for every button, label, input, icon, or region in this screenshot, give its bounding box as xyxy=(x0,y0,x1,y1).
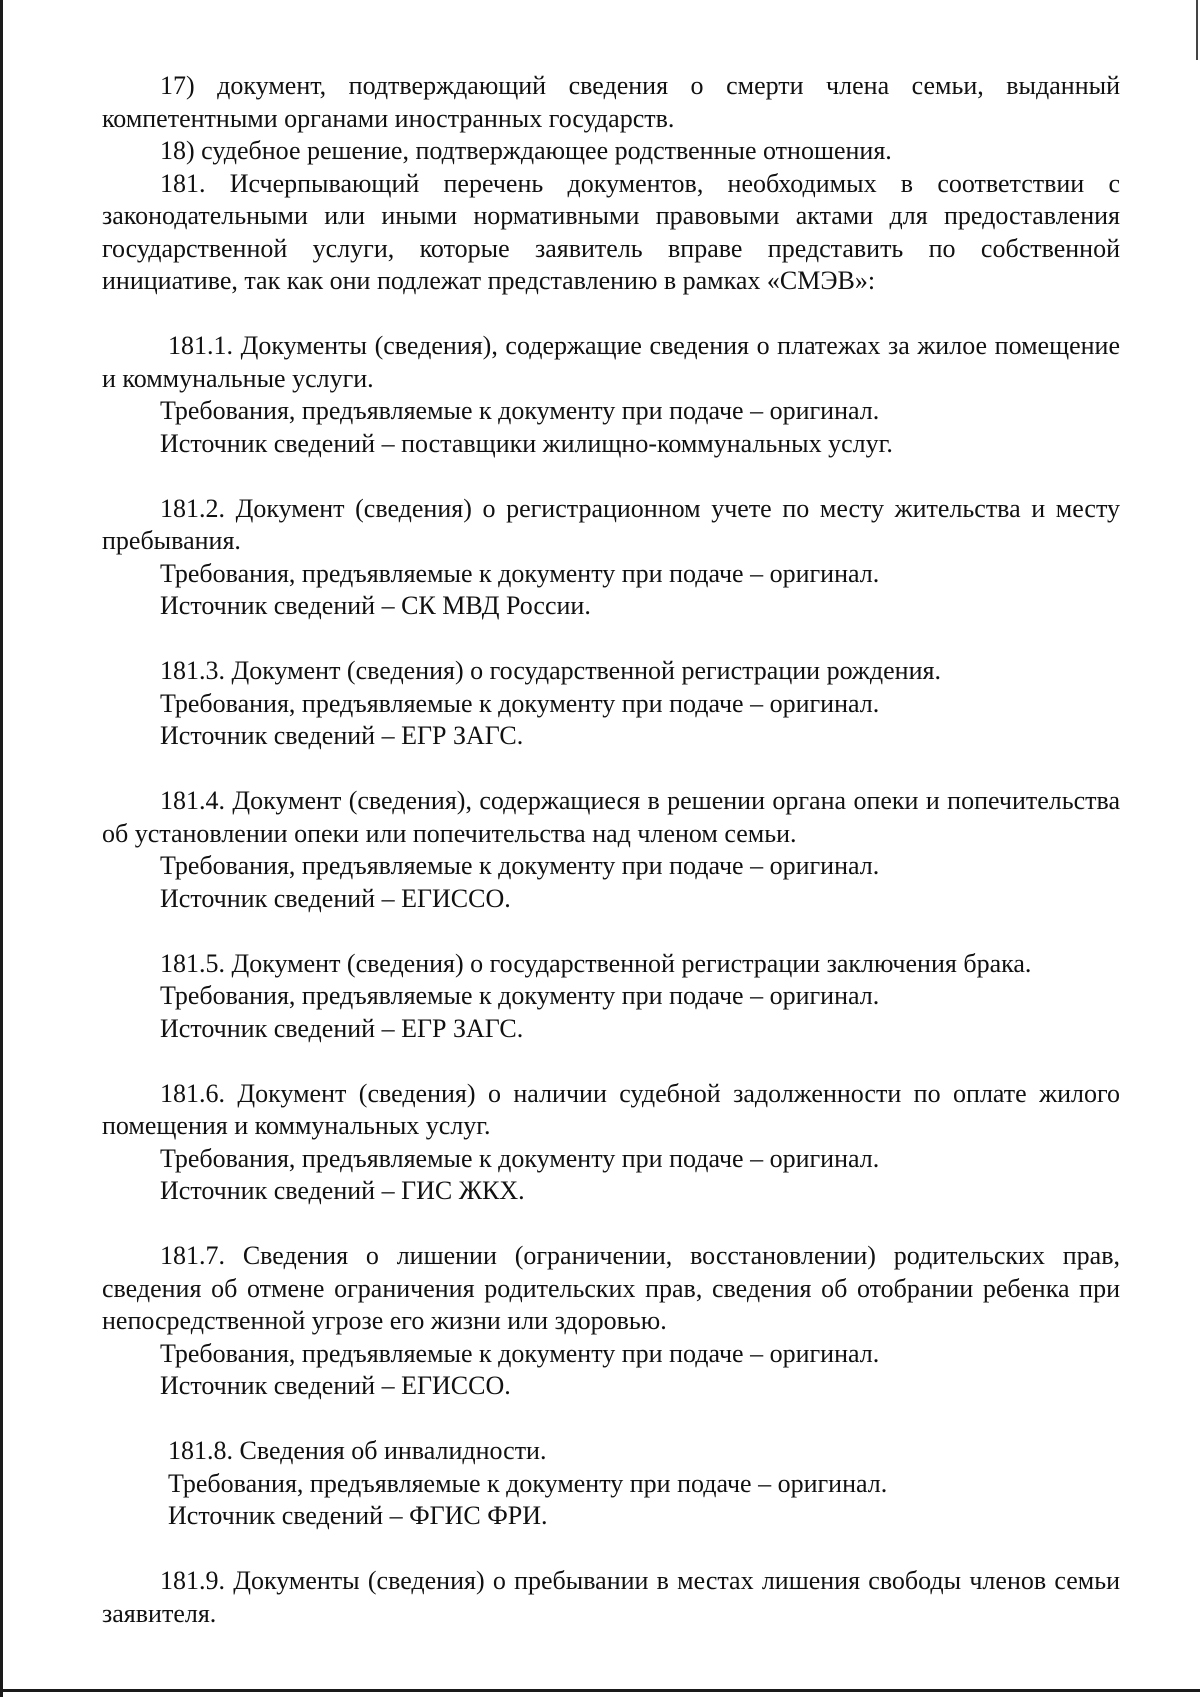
section-title: 181.3. Документ (сведения) о государственной регистрации рождения. xyxy=(160,656,941,685)
section-181-8 xyxy=(102,1435,1120,1533)
spacer xyxy=(102,1533,1120,1566)
section-source: Источник сведений – ЕГИССО. xyxy=(160,1371,511,1400)
section-requirements: Требования, предъявляемые к документу при подаче – оригинал. xyxy=(160,1143,880,1173)
section-181-9 xyxy=(102,1565,1120,1630)
spacer xyxy=(102,623,1120,656)
document-page xyxy=(102,70,1120,1630)
section-source: Источник сведений – поставщики жилищно-коммунальных услуг. xyxy=(160,428,893,458)
section-181-3 xyxy=(102,655,1120,753)
section-181-6 xyxy=(102,1078,1120,1208)
section-requirements: Требования, предъявляемые к документу при подаче – оригинал. xyxy=(160,851,880,880)
section-title: 181.9. Документы (сведения) о пребывании в местах лишения свободы членов семьи заявителя. xyxy=(102,1566,1120,1628)
section-source: Источник сведений – СК МВД России. xyxy=(160,591,591,620)
spacer xyxy=(102,753,1120,786)
item-17: 17) документ, подтверждающий сведения о смерти члена семьи, выданный компетентными органами иностранных государств. xyxy=(102,71,1120,133)
spacer xyxy=(102,915,1120,948)
section-source: Источник сведений – ГИС ЖКХ. xyxy=(160,1176,525,1205)
scan-border-left xyxy=(0,0,3,1697)
section-title: 181.2. Документ (сведения) о регистрационном учете по месту жительства и месту пребывания. xyxy=(102,493,1120,555)
section-source: Источник сведений – ЕГИССО. xyxy=(160,883,511,913)
section-181-4 xyxy=(102,785,1120,915)
scan-border-right xyxy=(1196,0,1198,60)
spacer xyxy=(102,1208,1120,1241)
section-title: 181.4. Документ (сведения), содержащиеся в решении органа опеки и попечительства об установлении опеки или попечительства над членом семьи. xyxy=(102,786,1120,848)
section-requirements: Требования, предъявляемые к документу при подаче – оригинал. xyxy=(160,1338,880,1368)
section-title: 181.1. Документы (сведения), содержащие сведения о платежах за жилое помещение и коммунальные услуги. xyxy=(102,331,1120,393)
section-181-7 xyxy=(102,1240,1120,1403)
section-source: Источник сведений – ЕГР ЗАГС. xyxy=(160,721,524,750)
section-source: Источник сведений – ФГИС ФРИ. xyxy=(168,1501,548,1530)
spacer xyxy=(102,298,1120,331)
scan-border-bottom xyxy=(0,1689,1200,1692)
item-181: 181. Исчерпывающий перечень документов, необходимых в соответствии с законодательными или иными нормативными правовыми актами для предоставления государственной услуги, которые заявитель вправе представить по собственной инициативе, так как они подлежат представлению в рамках «СМЭВ»: xyxy=(102,168,1120,295)
section-requirements: Требования, предъявляемые к документу при подаче – оригинал. xyxy=(160,981,880,1010)
section-181-5 xyxy=(102,948,1120,1046)
spacer xyxy=(102,1045,1120,1078)
section-title: 181.7. Сведения о лишении (ограничении, восстановлении) родительских прав, сведения об отмене ограничения родительских прав, сведения об отобрании ребенка при непосредственной угрозе его жизни или здоровью. xyxy=(102,1241,1120,1335)
section-title: 181.5. Документ (сведения) о государственной регистрации заключения брака. xyxy=(160,948,1032,978)
section-requirements: Требования, предъявляемые к документу при подаче – оригинал. xyxy=(168,1468,888,1498)
section-requirements: Требования, предъявляемые к документу при подаче – оригинал. xyxy=(160,558,880,588)
section-requirements: Требования, предъявляемые к документу при подаче – оригинал. xyxy=(160,688,880,718)
section-title: 181.6. Документ (сведения) о наличии судебной задолженности по оплате жилого помещения и коммунальных услуг. xyxy=(102,1078,1120,1140)
spacer xyxy=(102,1403,1120,1436)
section-181-1 xyxy=(102,330,1120,460)
section-requirements: Требования, предъявляемые к документу при подаче – оригинал. xyxy=(160,396,880,425)
section-title: 181.8. Сведения об инвалидности. xyxy=(168,1436,547,1465)
section-181-2 xyxy=(102,493,1120,623)
spacer xyxy=(102,460,1120,493)
item-18: 18) судебное решение, подтверждающее родственные отношения. xyxy=(160,136,892,165)
section-source: Источник сведений – ЕГР ЗАГС. xyxy=(160,1013,524,1043)
